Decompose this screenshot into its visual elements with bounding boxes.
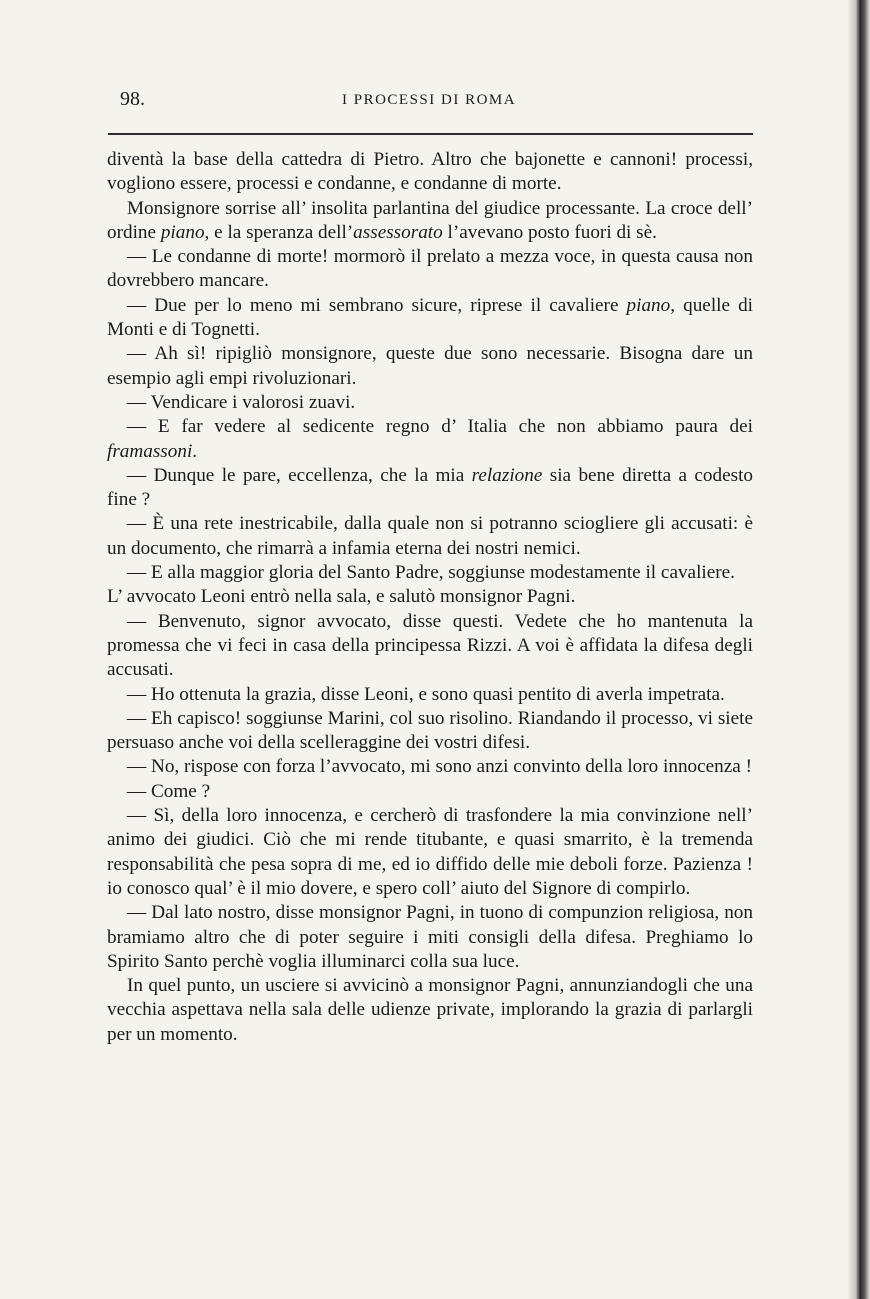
paragraph: — No, rispose con forza l’avvocato, mi sono anzi convinto della loro innocenza ! bbox=[127, 756, 752, 778]
paragraph: — Ah sì! ripigliò monsignore, queste due sono necessarie. Bisogna dare un esempio agli empi rivoluzionari. bbox=[107, 343, 753, 389]
page-header bbox=[120, 88, 750, 112]
running-title: I PROCESSI DI ROMA bbox=[342, 92, 517, 108]
paragraph: — Vendicare i valorosi zuavi. bbox=[127, 391, 356, 413]
paragraph: — Sì, della loro innocenza, e cercherò di trasfondere la mia convinzione nell’ animo dei giudici. Ciò che mi rende titubante, e quasi smarrito, è la tremenda responsabilità che pesa sopra di me, ed io diffido delle mie deboli forze. Pazienza ! io conosco qual’ è il mio dovere, e spero coll’ aiuto del Signore di compirlo. bbox=[107, 805, 753, 899]
paragraph: — Eh capisco! soggiunse Marini, col suo risolino. Riandando il processo, vi siete persuaso anche voi della scelleraggine dei vostri difesi. bbox=[107, 707, 753, 754]
paragraph: — Le condanne di morte! mormorò il prelato a mezza voce, in questa causa non dovrebbero mancare. bbox=[107, 246, 753, 292]
page-number: 98. bbox=[120, 88, 145, 110]
paragraph: In quel punto, un usciere si avvicinò a monsignor Pagni, annunziandogli che una vecchia aspettava nella sala delle udienze private, implorando la grazia di parlargli per un momento. bbox=[107, 975, 753, 1045]
paragraph: — E alla maggior gloria del Santo Padre, soggiunse modestamente il cavaliere. bbox=[127, 562, 735, 584]
paragraph: L’ avvocato Leoni entrò nella sala, e salutò monsignor Pagni. bbox=[107, 586, 576, 608]
paragraph: — Ho ottenuta la grazia, disse Leoni, e sono quasi pentito di averla impetrata. bbox=[127, 683, 725, 705]
paragraph: — Dunque le pare, eccellenza, che la mia relazione sia bene diretta a codesto fine ? bbox=[107, 464, 753, 511]
paragraph: — Come ? bbox=[127, 780, 211, 802]
paragraph: diventà la base della cattedra di Pietro. Altro che bajonette e cannoni! processi, vogliono essere, processi e condanne, e condanne di morte. bbox=[107, 149, 753, 195]
header-rule bbox=[108, 133, 753, 135]
paragraph: — Dal lato nostro, disse monsignor Pagni, in tuono di compunzion religiosa, non bramiamo altro che di poter seguire i miti consigli della difesa. Preghiamo lo Spirito Santo perchè voglia illuminarci colla sua luce. bbox=[107, 902, 753, 972]
paragraph: — Due per lo meno mi sembrano sicure, riprese il cavaliere piano, quelle di Monti e di Tognetti. bbox=[107, 294, 753, 341]
paragraph: Monsignore sorrise all’ insolita parlantina del giudice processante. La croce dell’ ordine piano, e la speranza dell’assessorato l’avevano posto fuori di sè. bbox=[107, 197, 753, 243]
body-text bbox=[107, 148, 753, 1047]
paragraph: — Benvenuto, signor avvocato, disse questi. Vedete che ho mantenuta la promessa che vi feci in casa della principessa Rizzi. A voi è affidata la difesa degli accusati. bbox=[107, 610, 753, 681]
paragraph: — È una rete inestricabile, dalla quale non si potranno sciogliere gli accusati: è un documento, che rimarrà a infamia eterna dei nostri nemici. bbox=[107, 513, 753, 559]
binding-edge bbox=[848, 0, 870, 1299]
paragraph: — E far vedere al sedicente regno d’ Italia che non abbiamo paura dei framassoni. bbox=[107, 416, 753, 462]
